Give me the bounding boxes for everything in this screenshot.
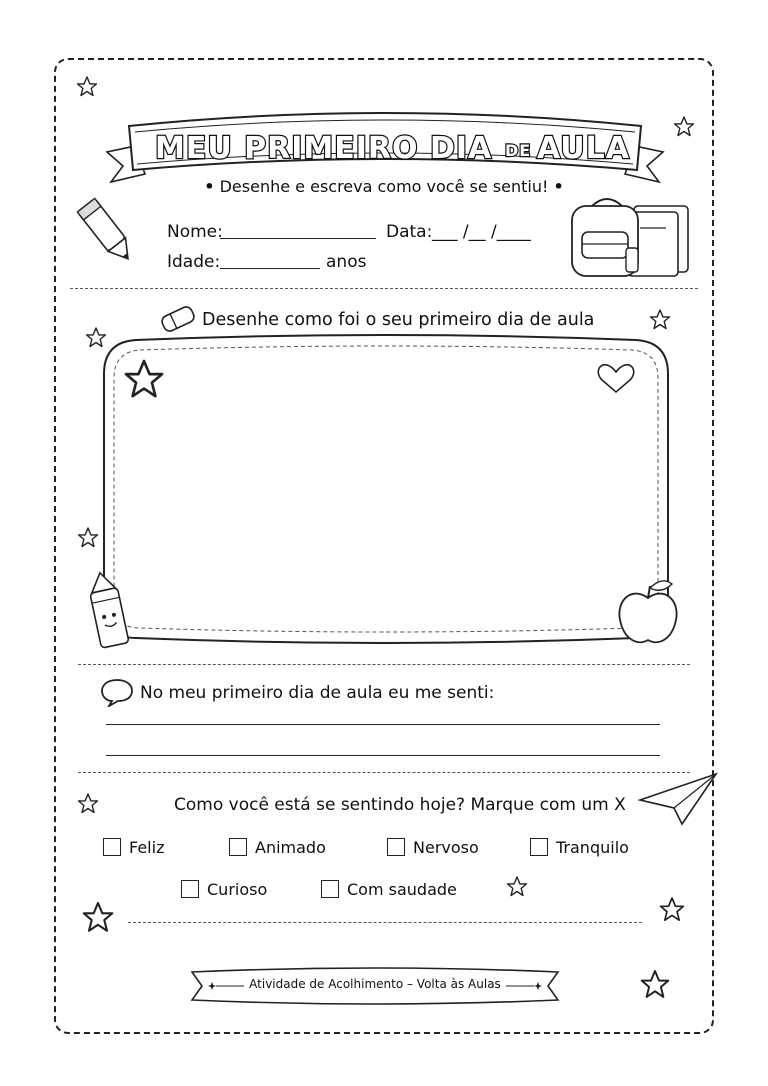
title-part1: MEU PRIMEIRO DIA [155,131,493,166]
age-suffix: anos [326,252,367,272]
option-tranquilo-label: Tranquilo [556,838,629,857]
option-animado-label: Animado [255,838,326,857]
star-icon [78,77,97,96]
star-icon [79,794,98,813]
speech-bubble-icon [100,677,134,707]
date-field[interactable]: ___ /__ /____ [432,222,531,242]
age-label: Idade: [167,252,221,272]
name-label: Nome: [167,222,223,242]
apple-icon [612,576,684,650]
option-feliz-label: Feliz [129,838,165,857]
star-icon [508,877,527,896]
checkbox-tranquilo[interactable] [530,838,548,856]
date-label: Data: [386,222,433,242]
checkbox-animado[interactable] [229,838,247,856]
checkbox-feliz[interactable] [103,838,121,856]
subtitle: • Desenhe e escreva como você se sentiu! • [204,177,564,196]
pencil-icon [72,192,142,272]
feelings-heading: No meu primeiro dia de aula eu me senti: [140,683,495,703]
subtitle-text: Desenhe e escreva como você se sentiu! [219,177,549,196]
drawing-area[interactable] [96,334,676,646]
star-icon [84,903,113,931]
section-divider [78,772,690,773]
checkbox-curioso[interactable] [181,880,199,898]
option-curioso-label: Curioso [207,880,268,899]
section-divider [128,922,642,923]
star-icon [642,971,669,997]
backpack-icon [562,192,696,282]
option-nervoso-label: Nervoso [413,838,479,857]
star-icon [675,117,694,136]
crayon-icon [78,568,138,654]
name-field[interactable] [220,238,376,239]
star-icon [661,898,684,920]
star-icon [651,310,670,329]
checkbox-com-saudade[interactable] [321,880,339,898]
star-icon [79,528,98,547]
age-field[interactable] [220,268,320,269]
paper-plane-icon [636,770,720,828]
checkbox-nervoso[interactable] [387,838,405,856]
option-com-saudade-label: Com saudade [347,880,457,899]
title-small: DE [505,141,532,160]
writing-line-2[interactable] [106,755,660,756]
eraser-icon [158,304,198,334]
writing-line-1[interactable] [106,724,660,725]
drawing-heading: Desenhe como foi o seu primeiro dia de aula [202,310,595,330]
section-divider [70,288,698,289]
mood-question: Como você está se sentindo hoje? Marque com um X [174,795,626,815]
title-part2: AULA [537,131,630,166]
section-divider [78,664,690,665]
footer-text: Atividade de Acolhimento – Volta às Aulas [249,977,501,991]
